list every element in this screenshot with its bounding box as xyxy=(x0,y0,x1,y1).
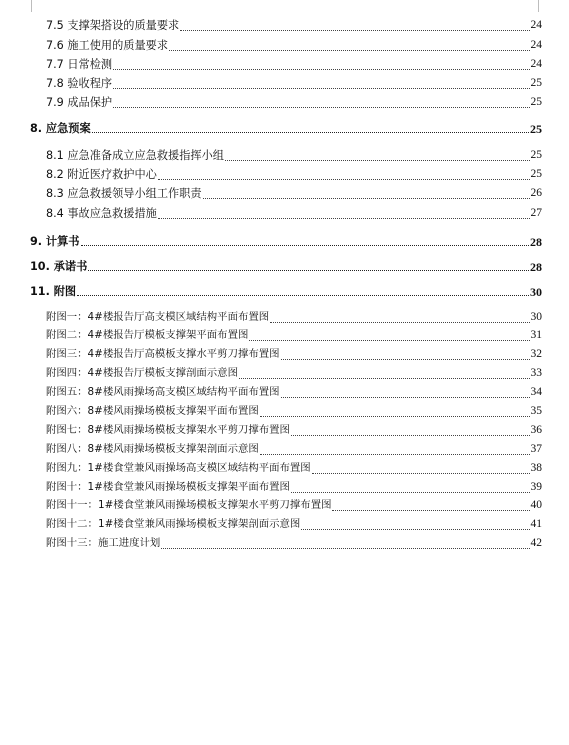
dot-leader xyxy=(113,69,529,70)
toc-entry-label: 附图二：4#楼报告厅模板支撑架平面布置图 xyxy=(46,329,249,342)
toc-entry[interactable] xyxy=(30,16,542,35)
toc-entry[interactable] xyxy=(30,35,542,54)
toc-entry[interactable] xyxy=(30,203,542,222)
toc-entry-label: 附图十三：施工进度计划 xyxy=(46,537,161,550)
toc-heading-page: 30 xyxy=(530,284,542,299)
dot-leader xyxy=(239,378,530,379)
toc-entry-page: 36 xyxy=(530,423,542,436)
dot-leader xyxy=(203,198,530,199)
dot-leader xyxy=(92,132,529,133)
toc-entry-label: 附图七：8#楼风雨操场模板支撑架水平剪刀撑布置图 xyxy=(46,423,290,436)
toc-figure-entry[interactable] xyxy=(30,345,542,364)
dot-leader xyxy=(77,295,529,296)
toc-entry-label: 7.9 成品保护 xyxy=(46,96,113,110)
toc-entry-label: 附图十：1#楼食堂兼风雨操场模板支撑架平面布置图 xyxy=(46,480,290,493)
toc-entry-label: 7.5 支撑架搭设的质量要求 xyxy=(46,19,180,33)
dot-leader xyxy=(291,492,530,493)
toc-entry-page: 32 xyxy=(530,348,542,361)
toc-entry-page: 37 xyxy=(530,442,542,455)
toc-entry-label: 附图六：8#楼风雨操场模板支撑架平面布置图 xyxy=(46,405,259,418)
toc-entry-page: 27 xyxy=(530,206,542,219)
dot-leader xyxy=(81,245,530,246)
toc-figure-entry[interactable] xyxy=(30,421,542,440)
toc-entry-page: 38 xyxy=(530,461,542,474)
toc-entry-page: 35 xyxy=(530,405,542,418)
toc-heading-11[interactable] xyxy=(30,283,542,300)
dot-leader xyxy=(260,416,530,417)
toc-figure-entry[interactable] xyxy=(30,327,542,346)
toc-entry-page: 30 xyxy=(530,310,542,323)
toc-figure-entry[interactable] xyxy=(30,383,542,402)
toc-entry-label: 8.4 事故应急救援措施 xyxy=(46,206,157,220)
toc-entry-label: 7.8 验收程序 xyxy=(46,77,113,91)
toc-entry-label: 附图十一：1#楼食堂兼风雨操场模板支撑架水平剪刀撑布置图 xyxy=(46,499,332,512)
toc-heading-label: 10. 承诺书 xyxy=(30,259,88,273)
toc-figure-list xyxy=(30,308,542,554)
dot-leader xyxy=(113,88,529,89)
toc-entry-label: 附图五：8#楼风雨操场高支模区域结构平面布置图 xyxy=(46,386,280,399)
toc-entry-page: 40 xyxy=(530,499,542,512)
toc-entry[interactable] xyxy=(30,165,542,184)
margin-mark-right xyxy=(538,0,539,12)
toc-entry-page: 24 xyxy=(530,57,542,70)
toc-figure-entry[interactable] xyxy=(30,515,542,534)
toc-entry-page: 24 xyxy=(530,19,542,32)
toc-entry-page: 25 xyxy=(530,168,542,181)
toc-entry-page: 34 xyxy=(530,386,542,399)
dot-leader xyxy=(249,340,529,341)
toc-entry-label: 附图四：4#楼报告厅模板支撑剖面示意图 xyxy=(46,367,238,380)
dot-leader xyxy=(169,50,529,51)
dot-leader xyxy=(301,529,529,530)
toc-figure-entry[interactable] xyxy=(30,459,542,478)
toc-entry-page: 33 xyxy=(530,367,542,380)
toc-entry-page: 39 xyxy=(530,480,542,493)
toc-entry-label: 7.6 施工使用的质量要求 xyxy=(46,38,169,52)
dot-leader xyxy=(161,548,529,549)
toc-figure-entry[interactable] xyxy=(30,534,542,553)
toc-entry-page: 42 xyxy=(530,537,542,550)
toc-heading-8[interactable] xyxy=(30,120,542,137)
toc-figure-entry[interactable] xyxy=(30,402,542,421)
dot-leader xyxy=(225,160,530,161)
toc-entry[interactable] xyxy=(30,74,542,93)
table-of-contents xyxy=(30,16,542,553)
dot-leader xyxy=(281,397,530,398)
toc-entry-label: 附图八：8#楼风雨操场模板支撑架剖面示意图 xyxy=(46,442,259,455)
toc-entry[interactable] xyxy=(30,55,542,74)
toc-figure-entry[interactable] xyxy=(30,364,542,383)
toc-section-8-items xyxy=(30,145,542,222)
toc-entry[interactable] xyxy=(30,145,542,164)
toc-heading-9[interactable] xyxy=(30,233,542,250)
toc-entry-page: 31 xyxy=(530,329,542,342)
dot-leader xyxy=(260,454,530,455)
toc-entry-label: 8.1 应急准备成立应急救援指挥小组 xyxy=(46,148,224,162)
toc-heading-page: 28 xyxy=(530,234,542,249)
dot-leader xyxy=(158,218,530,219)
toc-entry-page: 25 xyxy=(530,96,542,109)
toc-figure-entry[interactable] xyxy=(30,497,542,516)
dot-leader xyxy=(291,435,530,436)
toc-figure-entry[interactable] xyxy=(30,440,542,459)
toc-entry-label: 7.7 日常检测 xyxy=(46,57,113,71)
dot-leader xyxy=(281,359,530,360)
toc-figure-entry[interactable] xyxy=(30,478,542,497)
dot-leader xyxy=(158,179,530,180)
dot-leader xyxy=(332,510,529,511)
toc-entry-label: 附图三：4#楼报告厅高模板支撑水平剪刀撑布置图 xyxy=(46,348,280,361)
toc-entry-label: 附图十二：1#楼食堂兼风雨操场模板支撑架剖面示意图 xyxy=(46,518,301,531)
toc-entry-page: 41 xyxy=(530,518,542,531)
margin-mark-left xyxy=(31,0,32,12)
toc-entry-label: 8.3 应急救援领导小组工作职责 xyxy=(46,187,202,201)
toc-entry-page: 24 xyxy=(530,38,542,51)
toc-figure-entry[interactable] xyxy=(30,308,542,327)
dot-leader xyxy=(312,473,530,474)
toc-entry[interactable] xyxy=(30,93,542,112)
toc-entry-label: 8.2 附近医疗救护中心 xyxy=(46,168,157,182)
dot-leader xyxy=(270,322,529,323)
toc-entry-label: 附图九：1#楼食堂兼风雨操场高支模区域结构平面布置图 xyxy=(46,461,311,474)
toc-heading-10[interactable] xyxy=(30,258,542,275)
dot-leader xyxy=(113,107,529,108)
toc-entry-page: 25 xyxy=(530,148,542,161)
toc-heading-label: 11. 附图 xyxy=(30,284,77,298)
toc-entry[interactable] xyxy=(30,184,542,203)
toc-heading-label: 8. 应急预案 xyxy=(30,122,91,136)
toc-entry-page: 26 xyxy=(530,187,542,200)
dot-leader xyxy=(180,30,529,31)
toc-heading-label: 9. 计算书 xyxy=(30,234,80,248)
toc-entry-label: 附图一：4#楼报告厅高支模区域结构平面布置图 xyxy=(46,310,270,323)
toc-section-7-items xyxy=(30,16,542,112)
toc-entry-page: 25 xyxy=(530,77,542,90)
dot-leader xyxy=(88,270,529,271)
toc-heading-page: 28 xyxy=(530,259,542,274)
toc-heading-page: 25 xyxy=(530,122,542,137)
